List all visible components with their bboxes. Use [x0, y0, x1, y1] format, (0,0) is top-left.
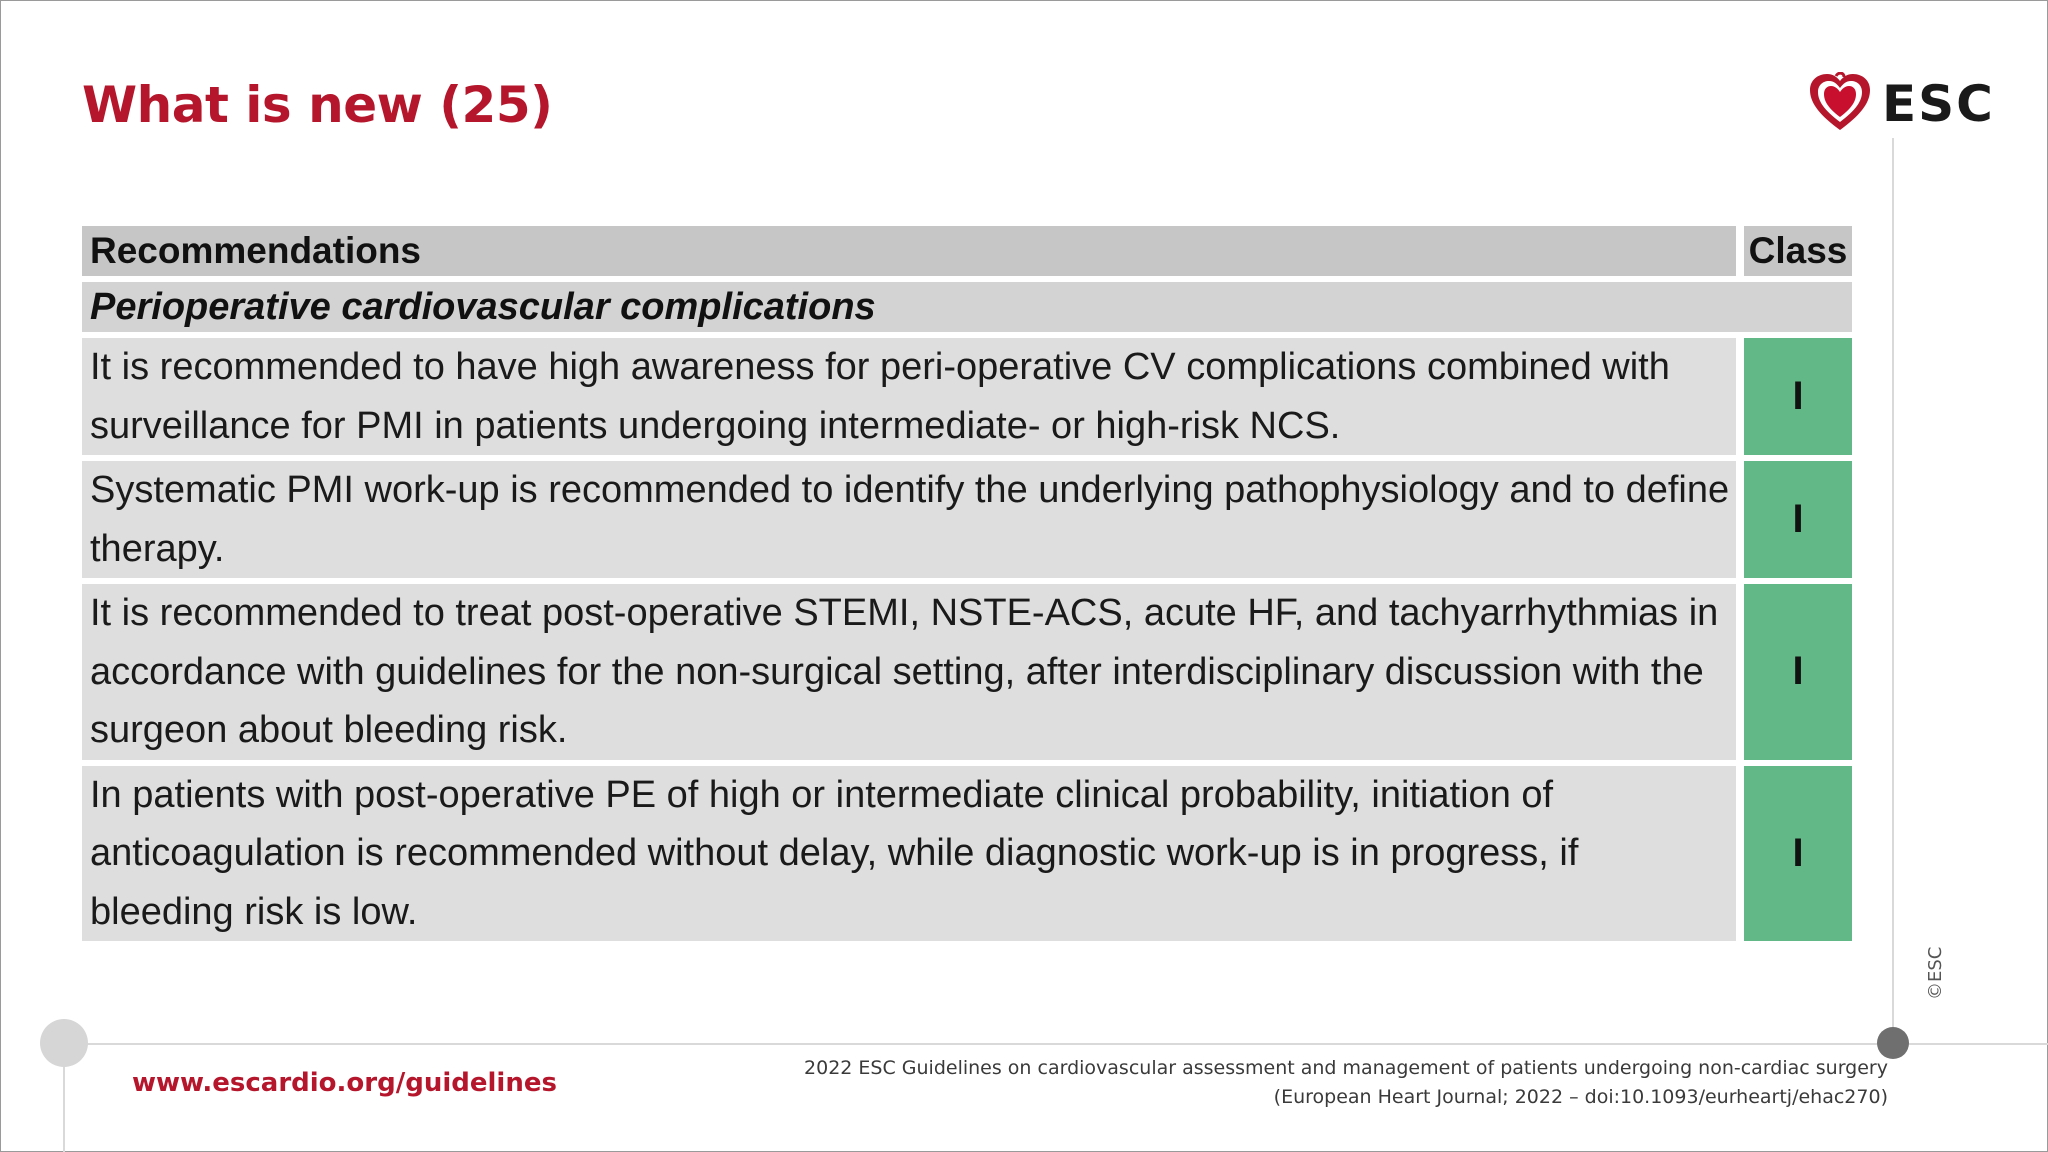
header-class: Class [1744, 226, 1852, 276]
decorative-dot-left [40, 1019, 88, 1067]
table-row [82, 461, 1852, 578]
table-row [82, 584, 1852, 760]
citation-line-1: 2022 ESC Guidelines on cardiovascular assessment and management of patients undergoing non-cardiac surgery [804, 1057, 1888, 1079]
heart-logo-icon [1808, 72, 1872, 136]
guidelines-link[interactable]: www.escardio.org/guidelines [132, 1068, 557, 1098]
table-row [82, 338, 1852, 455]
decorative-line-vertical [1892, 138, 1894, 1044]
esc-logo [1808, 72, 1995, 136]
class-badge: I [1744, 338, 1852, 455]
citation [788, 1054, 1888, 1112]
recommendations-table [82, 220, 1852, 947]
class-badge: I [1744, 461, 1852, 578]
recommendation-text: It is recommended to have high awareness for peri-operative CV complications combined with surveillance for PMI in patients undergoing intermediate- or high-risk NCS. [82, 338, 1736, 455]
logo-text: ESC [1882, 75, 1995, 133]
recommendation-text: Systematic PMI work-up is recommended to identify the underlying pathophysiology and to define therapy. [82, 461, 1736, 578]
slide-title: What is new (25) [82, 76, 553, 134]
class-badge: I [1744, 584, 1852, 760]
recommendation-text: In patients with post-operative PE of high or intermediate clinical probability, initiation of anticoagulation is recommended without delay, while diagnostic work-up is in progress, if bleeding risk is low. [82, 766, 1736, 942]
class-badge: I [1744, 766, 1852, 942]
decorative-line-horizontal [64, 1043, 2048, 1045]
citation-line-2: (European Heart Journal; 2022 – doi:10.1093/eurheartj/ehac270) [1273, 1086, 1888, 1108]
table-header-row [82, 226, 1852, 276]
section-title: Perioperative cardiovascular complications [82, 282, 1852, 332]
recommendation-text: It is recommended to treat post-operative STEMI, NSTE-ACS, acute HF, and tachyarrhythmias in accordance with guidelines for the non-surgical setting, after interdisciplinary discussion with the surgeon about bleeding risk. [82, 584, 1736, 760]
copyright-label: ©ESC [1925, 946, 1946, 1000]
section-row [82, 282, 1852, 332]
table-row [82, 766, 1852, 942]
header-recommendations: Recommendations [82, 226, 1736, 276]
